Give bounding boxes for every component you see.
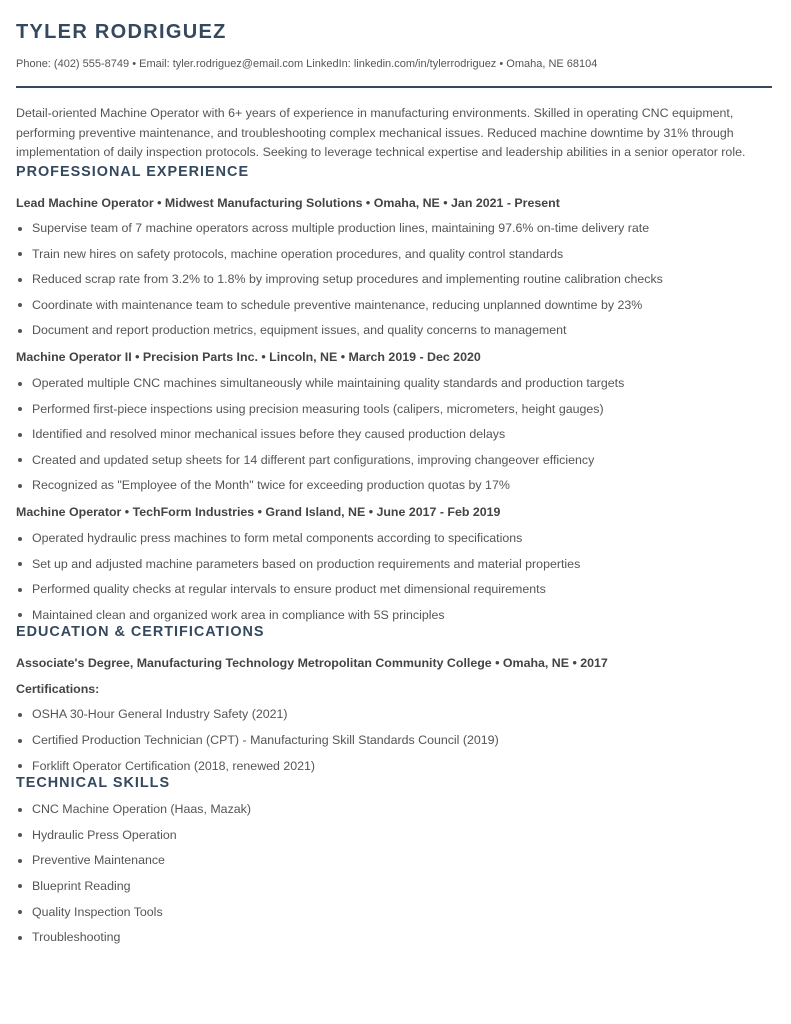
skill-item: Preventive Maintenance bbox=[16, 852, 775, 868]
professional-summary: Detail-oriented Machine Operator with 6+ years of experience in manufacturing environments. Skilled in operating CNC equipment, performing preventive maintenance, and troubleshooting complex mechanical issues. Reduced machine downtime by 31% through implementation of daily inspection protocols. Seeking to leverage technical expertise and leadership abilities in a senior operator role. bbox=[16, 106, 746, 159]
certification-item: OSHA 30-Hour General Industry Safety (2021) bbox=[16, 706, 775, 722]
job-bullet: Identified and resolved minor mechanical issues before they caused production delays bbox=[16, 426, 775, 442]
job-bullet: Created and updated setup sheets for 14 different part configurations, improving changeover efficiency bbox=[16, 452, 775, 468]
skill-item: Blueprint Reading bbox=[16, 878, 775, 894]
certification-item: Forklift Operator Certification (2018, renewed 2021) bbox=[16, 758, 775, 774]
job-bullet: Coordinate with maintenance team to schedule preventive maintenance, reducing unplanned downtime by 23% bbox=[16, 297, 775, 313]
education-heading: EDUCATION & CERTIFICATIONS bbox=[16, 623, 265, 640]
job-bullet: Set up and adjusted machine parameters based on production requirements and material properties bbox=[16, 556, 775, 572]
skill-item: CNC Machine Operation (Haas, Mazak) bbox=[16, 801, 775, 817]
job-bullet: Recognized as "Employee of the Month" twice for exceeding production quotas by 17% bbox=[16, 477, 775, 493]
skills-list bbox=[16, 801, 775, 945]
job-entry bbox=[16, 195, 775, 339]
job-entry bbox=[16, 504, 775, 622]
job-bullet: Operated hydraulic press machines to form metal components according to specifications bbox=[16, 530, 775, 546]
job-bullet: Reduced scrap rate from 3.2% to 1.8% by improving setup procedures and implementing routine calibration checks bbox=[16, 271, 775, 287]
job-bullet: Performed quality checks at regular intervals to ensure product met dimensional requirements bbox=[16, 581, 775, 597]
job-bullet: Maintained clean and organized work area in compliance with 5S principles bbox=[16, 607, 775, 623]
certifications-list bbox=[16, 706, 775, 773]
job-bullet: Performed first-piece inspections using precision measuring tools (calipers, micrometers, height gauges) bbox=[16, 401, 775, 417]
job-bullet: Document and report production metrics, equipment issues, and quality concerns to management bbox=[16, 322, 775, 338]
job-title: Machine Operator • TechForm Industries • Grand Island, NE • June 2017 - Feb 2019 bbox=[16, 505, 501, 520]
contact-line: Phone: (402) 555-8749 • Email: tyler.rodriguez@email.com LinkedIn: linkedin.com/in/tylerrodriguez • Omaha, NE 68104 bbox=[16, 58, 598, 70]
degree-line: Associate's Degree, Manufacturing Technology Metropolitan Community College • Omaha, NE • 2017 bbox=[16, 655, 608, 670]
job-bullet: Operated multiple CNC machines simultaneously while maintaining quality standards and production targets bbox=[16, 375, 775, 391]
header-divider bbox=[16, 86, 772, 88]
skills-heading: TECHNICAL SKILLS bbox=[16, 774, 171, 791]
job-title: Lead Machine Operator • Midwest Manufacturing Solutions • Omaha, NE • Jan 2021 - Present bbox=[16, 195, 560, 210]
candidate-name: TYLER RODRIGUEZ bbox=[16, 21, 227, 43]
skill-item: Hydraulic Press Operation bbox=[16, 827, 775, 843]
skill-item: Quality Inspection Tools bbox=[16, 904, 775, 920]
job-bullet: Train new hires on safety protocols, machine operation procedures, and quality control standards bbox=[16, 246, 775, 262]
job-title: Machine Operator II • Precision Parts Inc. • Lincoln, NE • March 2019 - Dec 2020 bbox=[16, 350, 481, 365]
job-bullets bbox=[16, 375, 775, 493]
job-bullet: Supervise team of 7 machine operators across multiple production lines, maintaining 97.6% on-time delivery rate bbox=[16, 220, 775, 236]
skill-item: Troubleshooting bbox=[16, 929, 775, 945]
job-bullets bbox=[16, 530, 775, 623]
certifications-label: Certifications: bbox=[16, 681, 100, 696]
job-entry bbox=[16, 349, 775, 493]
certification-item: Certified Production Technician (CPT) - Manufacturing Skill Standards Council (2019) bbox=[16, 732, 775, 748]
job-bullets bbox=[16, 220, 775, 338]
experience-heading: PROFESSIONAL EXPERIENCE bbox=[16, 163, 250, 180]
